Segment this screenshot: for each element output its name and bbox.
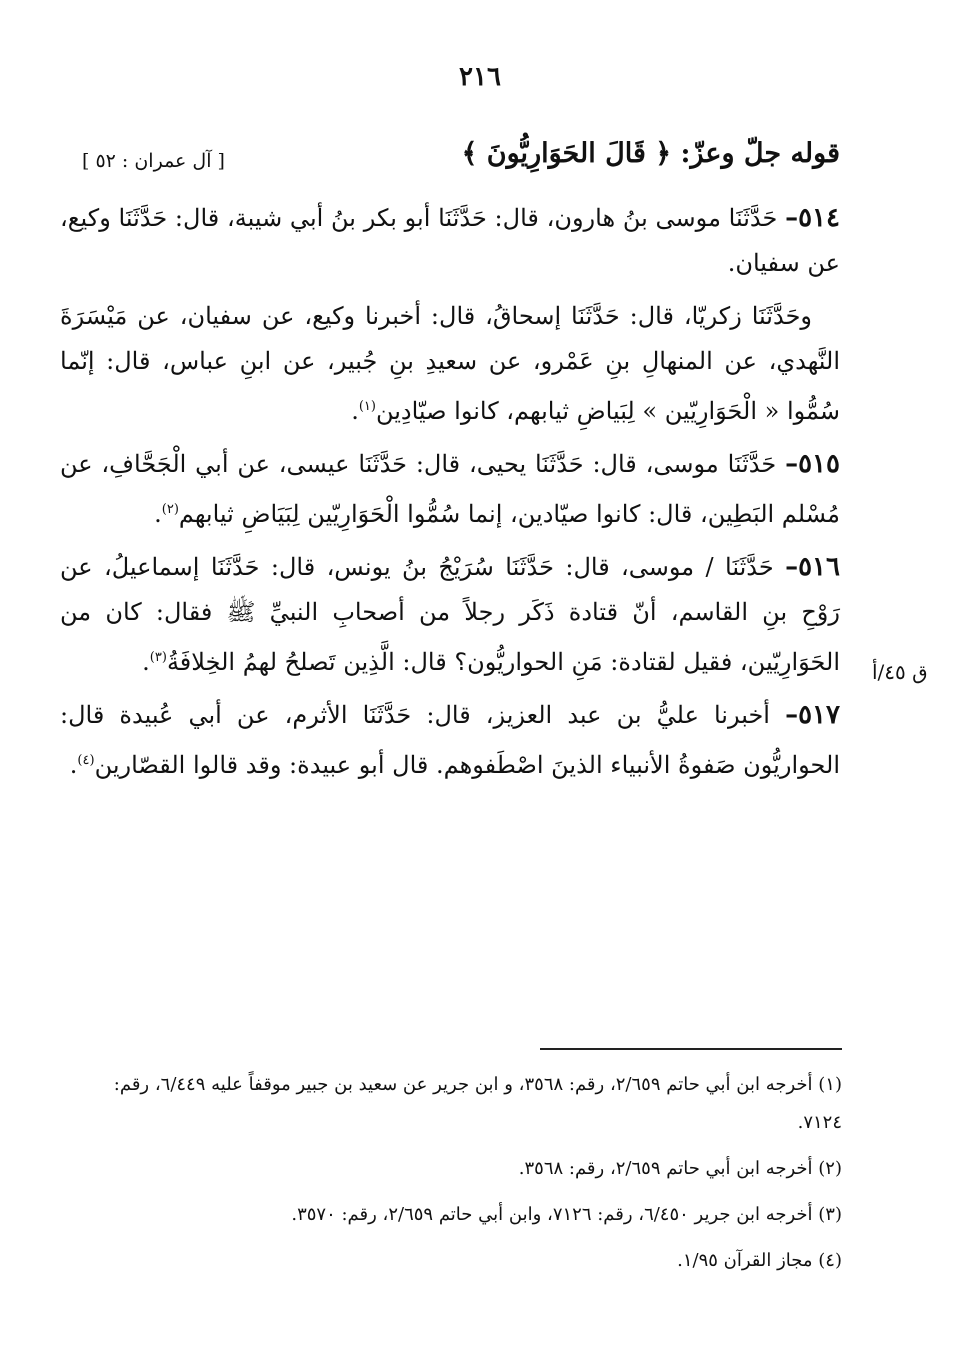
footnote-4: (٤) مجاز القرآن ١/٩٥. bbox=[677, 1250, 842, 1271]
footnote-ref[interactable]: (٤) bbox=[77, 753, 95, 768]
paragraph-517: ٥١٧– أخبرنا عليُّ بن عبد العزيز، قال: حَدَّثَنَا الأثرم، عن أبي عُبيدة قال: الحواريُّون صَفوةُ الأنبياء الذينَ اصْطَفوهم. قال أبو عبيدة: وقد قالوا القصّارين$^{(٤)}$. bbox=[60, 700, 840, 779]
quran-reference: [ آل عمران : ٥٢ ] bbox=[82, 150, 225, 172]
paragraph-text: حَدَّثَنَا موسى بنُ هارون، قال: حَدَّثَنَا أبو بكر بنُ أبي شيبة، قال: حَدَّثَنَا وكيع، عن سفيان. bbox=[60, 204, 840, 277]
hadith-number: ٥١٧– bbox=[785, 700, 840, 730]
footnote-ref[interactable]: (٢) bbox=[161, 502, 179, 517]
hadith-number: ٥١٤– bbox=[785, 203, 840, 233]
paragraph-text: حَدَّثَنَا / موسى، قال: حَدَّثَنَا سُرَيْجُ بنُ يونس، قال: حَدَّثَنَا إسماعيلُ، عن رَوْحِ بنِ القاسم، أنّ قتادة ذَكَر رجلاً من أصحابِ النبيِّ ﷺ فقال: كان من الحَوَارِيّين، فقيل لقتادة: مَنِ الحواريُّون؟ قال: الَّذِين تَصلحُ لهمُ الخِلافَةُ bbox=[60, 553, 840, 676]
margin-note: ق ٤٥/أ bbox=[872, 660, 928, 684]
paragraph-514-continuation: وحَدَّثَنَا زكريّا، قال: حَدَّثَنَا إسحاقُ، قال: أخبرنا وكيع، عن سفيان، عن مَيْسَرَةَ النَّهدي، عن المنهالِ بنِ عَمْرو، عن سعيدِ بنِ جُبير، عن ابنِ عباس، قال: إنّما سُمُّوا « الْحَوَارِيّين » لِبَياضِ ثيابهم، كانوا صيّادِين$^{(١)}$. bbox=[60, 302, 840, 425]
paragraph-516: ٥١٦– حَدَّثَنَا / موسى، قال: حَدَّثَنَا سُرَيْجُ بنُ يونس، قال: حَدَّثَنَا إسماعيلُ، عن رَوْحِ بنِ القاسم، أنّ قتادة ذَكَر رجلاً من أصحابِ النبيِّ ﷺ فقال: كان من الحَوَارِيّين، فقيل لقتادة: مَنِ الحواريُّون؟ قال: الَّذِين تَصلحُ لهمُ الخِلافَةُ$^{(٣)}$. bbox=[60, 552, 840, 676]
footnote-divider bbox=[540, 1048, 842, 1050]
footnote-2: (٢) أخرجه ابن أبي حاتم ٢/٦٥٩، رقم: ٣٥٦٨. bbox=[518, 1158, 842, 1179]
footnote-ref[interactable]: (١) bbox=[358, 399, 376, 414]
footnote-3: (٣) أخرجه ابن جرير ٦/٤٥٠، رقم: ٧١٢٦، وابن أبي حاتم ٢/٦٥٩، رقم: ٣٥٧٠. bbox=[291, 1204, 842, 1225]
footnote-1: (١) أخرجه ابن أبي حاتم ٢/٦٥٩، رقم: ٣٥٦٨، و ابن جرير عن سعيد بن جبير موقفاً عليه ٦/٤٤٩، رقم: ٧١٢٤. bbox=[113, 1074, 842, 1133]
body-text bbox=[60, 196, 840, 796]
paragraph-515: ٥١٥– حَدَّثَنَا موسى، قال: حَدَّثَنَا يحيى، قال: حَدَّثَنَا عيسى، عن أبي الْجَحَّافِ، عن مُسْلم البَطِين، قال: كانوا صيّادين، إنما سُمُّوا الْحَوَارِيّين لِبَيَاضِ ثيابهم$^{(٢)}$. bbox=[60, 449, 840, 528]
footnote-ref[interactable]: (٣) bbox=[149, 650, 167, 665]
hadith-number: ٥١٦– bbox=[785, 552, 840, 582]
page-number: ٢١٦ bbox=[459, 62, 501, 92]
footnotes bbox=[70, 1066, 842, 1288]
section-heading-row bbox=[60, 138, 840, 188]
paragraph-text: وحَدَّثَنَا زكريّا، قال: حَدَّثَنَا إسحاقُ، قال: أخبرنا وكيع، عن سفيان، عن مَيْسَرَةَ النَّهدي، عن المنهالِ بنِ عَمْرو، عن سعيدِ بنِ جُبير، عن ابنِ عباس، قال: إنّما سُمُّوا « الْحَوَارِيّين » لِبَياضِ ثيابهم، كانوا صيّادِين bbox=[60, 302, 840, 425]
paragraph-text: حَدَّثَنَا موسى، قال: حَدَّثَنَا يحيى، قال: حَدَّثَنَا عيسى، عن أبي الْجَحَّافِ، عن مُسْلم البَطِين، قال: كانوا صيّادين، إنما سُمُّوا الْحَوَارِيّين لِبَيَاضِ ثيابهم bbox=[60, 450, 840, 528]
hadith-number: ٥١٥– bbox=[785, 449, 840, 479]
paragraph-text: أخبرنا عليُّ بن عبد العزيز، قال: حَدَّثَنَا الأثرم، عن أبي عُبيدة قال: الحواريُّون صَفوةُ الأنبياء الذينَ اصْطَفوهم. قال أبو عبيدة: وقد قالوا القصّارين bbox=[60, 701, 840, 779]
section-heading: قوله جلّ وعزّ: ﴿ قَالَ الحَوَارِيُّونَ ﴾ bbox=[461, 138, 840, 169]
paragraph-514 bbox=[60, 196, 840, 286]
